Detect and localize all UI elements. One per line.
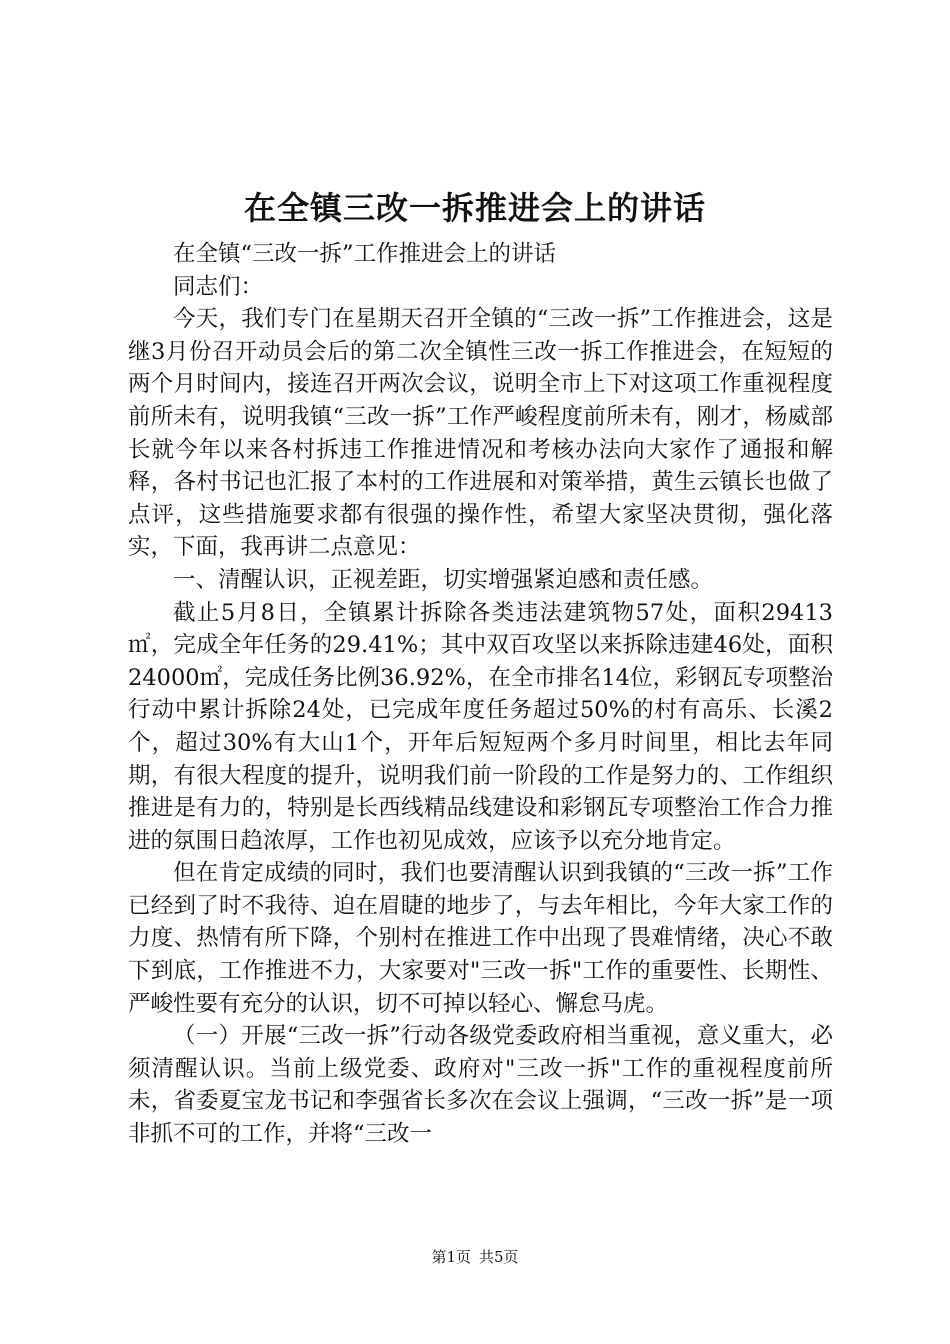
paragraph-awareness: 但在肯定成绩的同时，我们也要清醒认识到我镇的“三改一拆”工作已经到了时不我待、迫在眉睫的地步了，与去年相比，今年大家工作的力度、热情有所下降，个别村在推进工作中出现了畏难情绪，决心不敢下到底，工作推进不力，大家要对"三改一拆"工作的重要性、长期性、严峻性要有充分的认识，切不可掉以轻心、懈怠马虎。 — [128, 860, 833, 1017]
page-footer — [0, 1247, 950, 1267]
document-body — [128, 238, 833, 1151]
page-number: 第1页 — [431, 1248, 471, 1266]
page-total: 共5页 — [479, 1248, 519, 1266]
paragraph-progress-stats: 截止5月8日，全镇累计拆除各类违法建筑物57处，面积29413㎡，完成全年任务的29.41%；其中双百攻坚以来拆除违建46处，面积24000㎡，完成任务比例36.92%，在全市排名14位，彩钢瓦专项整治行动中累计拆除24处，已完成年度任务超过50%的村有高乐、长溪2个，超过30%有大山1个，开年后短短两个多月时间里，相比去年同期，有很大程度的提升，说明我们前一阶段的工作是努力的、工作组织推进是有力的，特别是长西线精品线建设和彩钢瓦专项整治工作合力推进的氛围日趋浓厚，工作也初见成效，应该予以充分地肯定。 — [128, 599, 833, 854]
paragraph-subtitle: 在全镇“三改一拆”工作推进会上的讲话 — [173, 241, 557, 267]
paragraph-opening: 今天，我们专门在星期天召开全镇的“三改一拆”工作推进会，这是继3月份召开动员会后的第二次全镇性三改一拆工作推进会，在短短的两个月时间内，接连召开两次会议，说明全市上下对这项工作重视程度前所未有，说明我镇“三改一拆”工作严峻程度前所未有，刚才，杨威部长就今年以来各村拆违工作推进情况和考核办法向大家作了通报和解释，各村书记也汇报了本村的工作进展和对策举措，黄生云镇长也做了点评，这些措施要求都有很强的操作性，希望大家坚决贯彻，强化落实，下面，我再讲二点意见： — [128, 306, 833, 561]
paragraph-heading-one: 一、清醒认识，正视差距，切实增强紧迫感和责任感。 — [173, 566, 714, 593]
paragraph-subheading-one: （一）开展“三改一拆”行动各级党委政府相当重视，意义重大，必须清醒认识。当前上级党委、政府对"三改一拆"工作的重视程度前所未，省委夏宝龙书记和李强省长多次在会议上强调，“三改一拆”是一项非抓不可的工作，并将“三改一 — [128, 1023, 833, 1148]
paragraph-salutation: 同志们： — [173, 273, 264, 300]
document-title: 在全镇三改一拆推进会上的讲话 — [243, 189, 706, 227]
